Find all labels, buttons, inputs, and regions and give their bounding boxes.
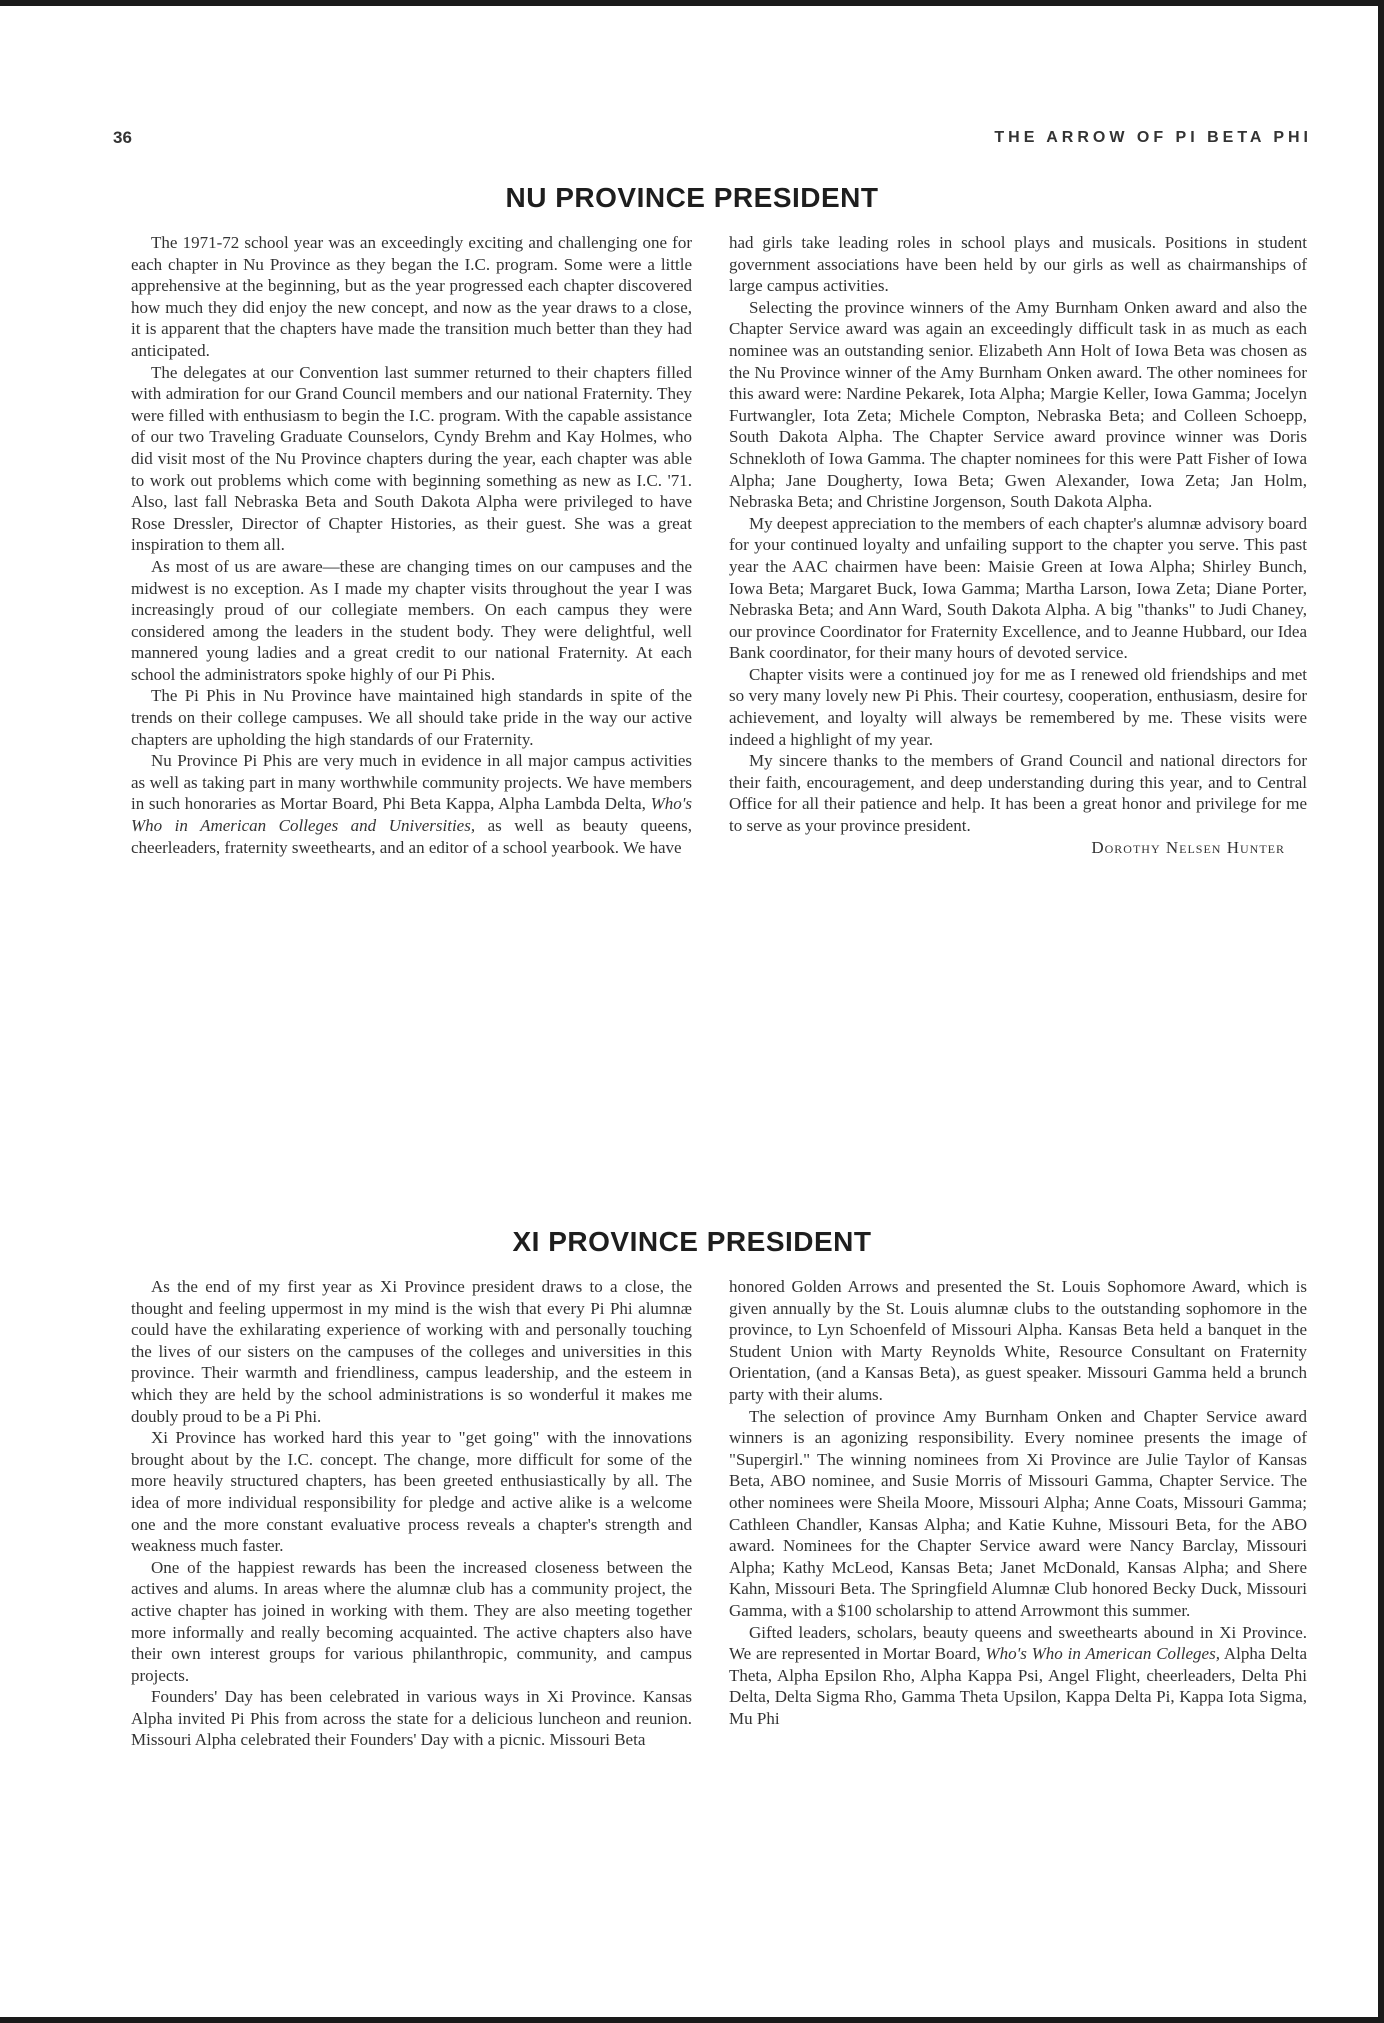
xi-text: Alpha Delta Theta, Alpha Epsilon Rho, Alpha Kappa Psi, Angel Flight, cheerleaders, Delta Phi Delta, Delta Sigma Rho, Gamma Theta Upsilon, Kappa Delta Pi, Kappa Iota Sigma, Mu Phi [729,1644,1308,1728]
nu-text: as well as beauty queens, cheerleaders, fraternity sweethearts, and an editor of a school yearbook. We have [131,816,692,857]
nu-paragraph: Selecting the province winners of the Amy Burnham Onken award and also the Chapter Service award was again an exceedingly difficult task in as much as each nominee was an outstanding senior. Elizabeth Ann Holt of Iowa Beta was chosen as the Nu Province winner of the Amy Burnham Onken award. The other nominees for this award were: Nardine Pekarek, Iota Alpha; Margie Keller, Iowa Gamma; Jocelyn Furtwangler, Iota Zeta; Michele Compton, Nebraska Beta; and Colleen Schoepp, South Dakota Alpha. The Chapter Service award province winner was Doris Schnekloth of Iowa Gamma. The chapter nominees for this were Patt Fisher of Iowa Alpha; Jane Dougherty, Iowa Beta; Gwen Alexander, Iowa Zeta; Jan Holm, Nebraska Beta; and Christine Jorgenson, South Dakota Alpha. [729,297,1307,512]
xi-right-column [729,1276,1307,1729]
xi-paragraph: One of the happiest rewards has been the increased closeness between the actives and alums. In areas where the alumnæ club has a community project, the active chapter has joined in working with them. They are also meeting together more informally and really becoming acquainted. The active chapters also have their own interest groups for various philanthropic, community, and campus projects. [131,1557,692,1685]
nu-paragraph: Chapter visits were a continued joy for me as I renewed old friendships and met so very many lovely new Pi Phis. Their courtesy, cooperation, enthusiasm, desire for achievement, and loyalty will always be remembered by me. These visits were indeed a highlight of my year. [729,664,1307,749]
xi-paragraph: As the end of my first year as Xi Province president draws to a close, the thought and feeling uppermost in my mind is the wish that every Pi Phi alumnæ could have the exhilarating experience of working with and personally touching the lives of our sisters on the campuses of the colleges and universities in this province. Their warmth and friendliness, campus leadership, and the esteem in which they are held by the school administrations is so wonderful it makes me doubly proud to be a Pi Phi. [131,1277,692,1426]
xi-text: Gifted leaders, scholars, beauty queens and sweethearts abound in Xi Province. We are represented in Mortar Board, [729,1622,1307,1664]
nu-paragraph: The Pi Phis in Nu Province have maintained high standards in spite of the trends on their college campuses. We all should take pride in the way our active chapters are upholding the high standards of our Fraternity. [131,686,692,749]
xi-paragraph: Xi Province has worked hard this year to "get going" with the innovations brought about by the I.C. concept. The change, more difficult for some of the more heavily structured chapters, has been greeted enthusiastically by all. The idea of more individual responsibility for pledge and active alike is a welcome one and the more constant evaluative process reveals a chapter's strength and weakness much faster. [131,1428,692,1556]
running-head: THE ARROW OF PI BETA PHI [994,129,1312,146]
xi-paragraph [729,1622,1307,1730]
nu-paragraph: The 1971-72 school year was an exceedingly exciting and challenging one for each chapter in Nu Province as they began the I.C. program. Some were a little apprehensive at the beginning, but as the year progressed each chapter discovered how much they did enjoy the new concept, and now as the year draws to a close, it is apparent that the chapters have made the transition much better than they had anticipated. [131,233,692,360]
scan-edge-top [0,0,1384,6]
nu-signature: Dorothy Nelsen Hunter [1091,837,1285,857]
nu-italic-title: Who's Who in American Colleges and Universities, [131,794,692,836]
nu-paragraph [131,750,692,858]
nu-section-title: NU PROVINCE PRESIDENT [505,182,879,213]
scan-edge-right [1378,0,1384,2023]
xi-paragraph: The selection of province Amy Burnham Onken and Chapter Service award winners is an agonizing responsibility. Every nominee presents the image of "Supergirl." The winning nominees from Xi Province are Julie Taylor of Kansas Beta, ABO nominee, and Susie Morris of Missouri Gamma, Chapter Service. The other nominees were Sheila Moore, Missouri Alpha; Anne Coats, Missouri Gamma; Cathleen Chandler, Kansas Alpha; and Katie Kuhne, Missouri Beta, for the ABO award. Nominees for the Chapter Service award were Nancy Barclay, Missouri Alpha; Kathy McLeod, Kansas Beta; Janet McDonald, Kansas Alpha; and Shere Kahn, Missouri Beta. The Springfield Alumnæ Club honored Becky Duck, Missouri Gamma, with a $100 scholarship to attend Arrowmont this summer. [729,1406,1307,1620]
xi-section-title: XI PROVINCE PRESIDENT [512,1226,872,1257]
xi-paragraph-continued: honored Golden Arrows and presented the St. Louis Sophomore Award, which is given annually by the St. Louis alumnæ clubs to the outstanding sophomore in the province, to Lyn Schoenfeld of Missouri Alpha. Kansas Beta held a banquet in the Student Union with Marty Reynolds White, Resource Consultant on Fraternity Orientation, (and a Kansas Beta), as guest speaker. Missouri Gamma held a brunch party with their alums. [729,1277,1307,1404]
nu-left-column [131,232,692,858]
nu-paragraph: My sincere thanks to the members of Grand Council and national directors for their faith, encouragement, and deep understanding during this year, and to Central Office for all their patience and help. It has been a great honor and privilege for me to serve as your province president. [729,751,1307,836]
xi-paragraph: Founders' Day has been celebrated in various ways in Xi Province. Kansas Alpha invited Pi Phis from across the state for a delicious luncheon and reunion. Missouri Alpha celebrated their Founders' Day with a picnic. Missouri Beta [131,1687,692,1750]
nu-paragraph-continued: had girls take leading roles in school plays and musicals. Positions in student government associations have been held by our girls as well as chairmanships of large campus activities. [729,233,1307,296]
nu-paragraph: As most of us are aware—these are changing times on our campuses and the midwest is no exception. As I made my chapter visits throughout the year I was increasingly proud of our collegiate members. On each campus they were considered among the leaders in the student body. They were delightful, well mannered young ladies and a great credit to our national Fraternity. At each school the administrators spoke highly of our Pi Phis. [131,556,692,684]
page-number: 36 [113,128,132,147]
xi-italic-title: Who's Who in American Colleges, [985,1644,1220,1664]
nu-text: Nu Province Pi Phis are very much in evidence in all major campus activities as well as taking part in many worthwhile community projects. We have members in such honoraries as Mortar Board, Phi Beta Kappa, Alpha Lambda Delta, [131,751,692,814]
nu-paragraph: My deepest appreciation to the members of each chapter's alumnæ advisory board for your continued loyalty and unfailing support to the chapter you serve. This past year the AAC chairmen have been: Maisie Green at Iowa Alpha; Shirley Bunch, Iowa Beta; Margaret Buck, Iowa Gamma; Martha Larson, Iowa Zeta; Diane Porter, Nebraska Beta; and Ann Ward, South Dakota Alpha. A big "thanks" to Judi Chaney, our province Coordinator for Fraternity Excellence, and to Jeanne Hubbard, our Idea Bank coordinator, for their many hours of devoted service. [729,513,1307,663]
nu-paragraph: The delegates at our Convention last summer returned to their chapters filled with admiration for our Grand Council members and our national Fraternity. They were filled with enthusiasm to begin the I.C. program. With the capable assistance of our two Traveling Graduate Counselors, Cyndy Brehm and Kay Holmes, who did visit most of the Nu Province chapters during the year, each chapter was able to work out problems which come with beginning something as new as I.C. '71. Also, last fall Nebraska Beta and South Dakota Alpha were privileged to have Rose Dressler, Director of Chapter Histories, as their guest. She was a great inspiration to them all. [131,362,692,555]
xi-left-column [131,1276,692,1751]
nu-right-column [729,232,1307,858]
scan-edge-bottom [0,2017,1384,2023]
